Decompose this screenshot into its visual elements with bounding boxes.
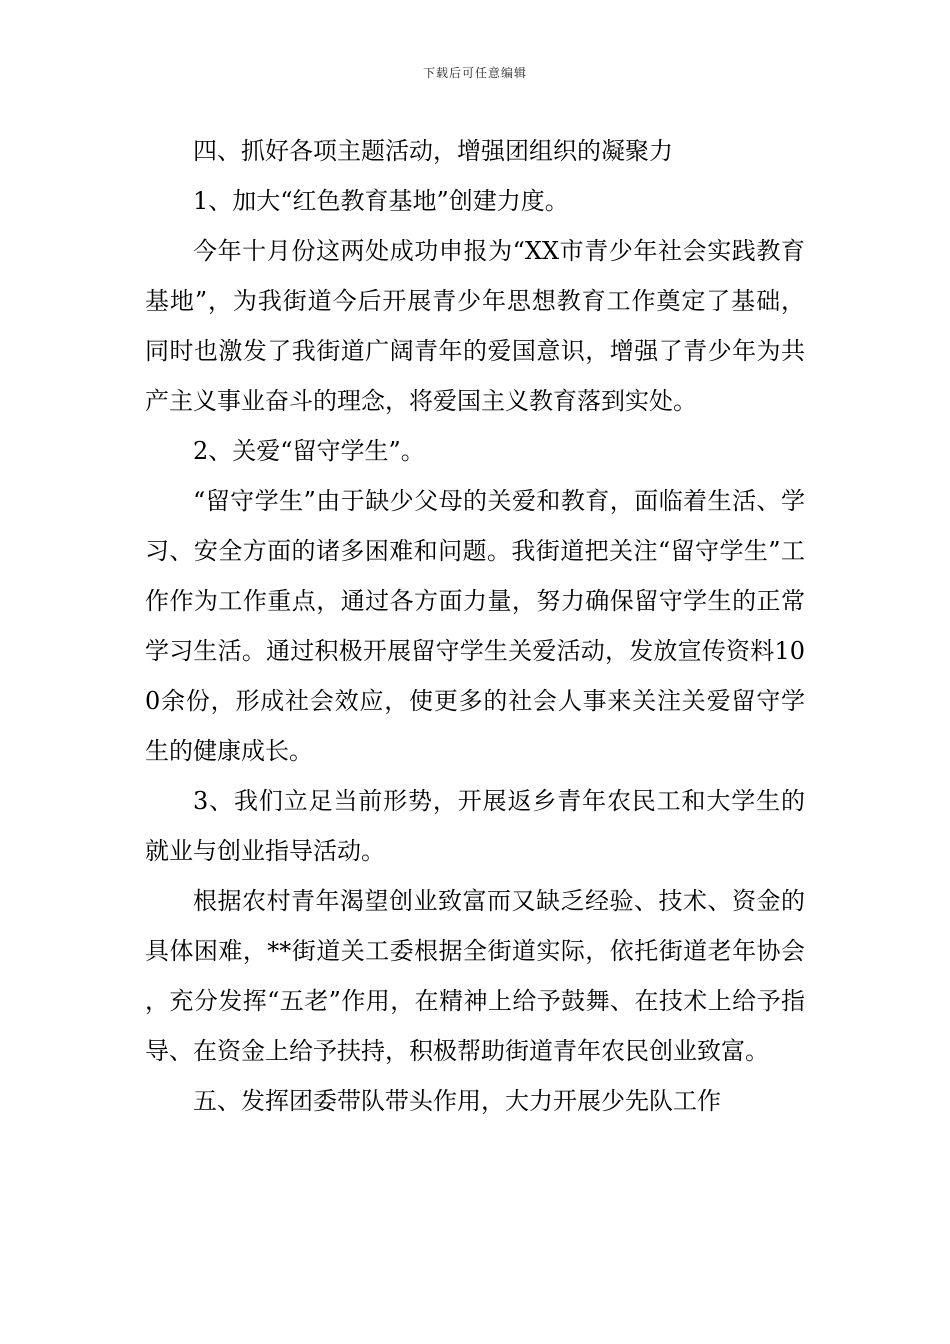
document-body: [145, 126, 805, 1126]
header-note: 下载后可任意编辑: [422, 66, 527, 80]
section-heading-4: 四、抓好各项主题活动，增强团组织的凝聚力: [193, 137, 673, 165]
section-heading-5: 五、发挥团委带队带头作用，大力开展少先队工作: [193, 1087, 721, 1115]
item-heading-2: 2、关爱“留守学生”。: [193, 437, 425, 465]
paragraph-red-education-base: 今年十月份这两处成功申报为“XX市青少年社会实践教育基地”，为我街道今后开展青少年思想教育工作奠定了基础，同时也激发了我街道广阔青年的爱国意识，增强了青少年为共产主义事业奋斗的理念，将爱国主义教育落到实处。: [145, 237, 805, 415]
paragraph-left-behind-students: “留守学生”由于缺少父母的关爱和教育，面临着生活、学习、安全方面的诸多困难和问题。我街道把关注“留守学生”工作作为工作重点，通过各方面力量，努力确保留守学生的正常学习生活。通过积极开展留守学生关爱活动，发放宣传资料100余份，形成社会效应，使更多的社会人事来关注关爱留守学生的健康成长。: [145, 487, 805, 765]
item-heading-3: 3、我们立足当前形势，开展返乡青年农民工和大学生的就业与创业指导活动。: [145, 787, 805, 865]
item-heading-1: 1、加大“红色教育基地”创建力度。: [193, 187, 569, 215]
paragraph-entrepreneurship: 根据农村青年渴望创业致富而又缺乏经验、技术、资金的具体困难，**街道关工委根据全街道实际，依托街道老年协会，充分发挥“五老”作用，在精神上给予鼓舞、在技术上给予指导、在资金上给予扶持，积极帮助街道青年农民创业致富。: [145, 887, 805, 1065]
